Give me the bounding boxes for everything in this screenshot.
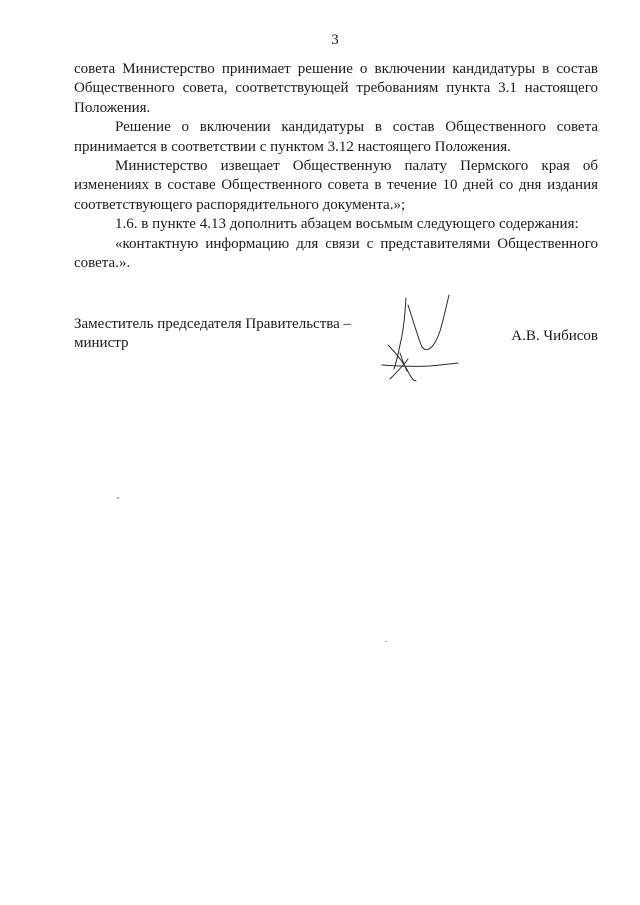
- paragraph: совета Министерство принимает решение о включении кандидатуры в состав Общественного совета, соответствующей требованиям пункта 3.1 настоящего Положения.: [74, 61, 598, 116]
- page-number: 3: [331, 32, 339, 48]
- paragraph: Решение о включении кандидатуры в состав Общественного совета принимается в соответствии с пунктом 3.12 настоящего Положения.: [74, 119, 598, 155]
- paragraph: Министерство извещает Общественную палату Пермского края об изменениях в составе Общественного совета в течение 10 дней со дня издания соответствующего распорядительного документа.»;: [74, 158, 598, 213]
- scan-speck: [117, 497, 119, 499]
- paragraph: 1.6. в пункте 4.13 дополнить абзацем восьмым следующего содержания:: [115, 216, 579, 233]
- signatory-name: А.В. Чибисов: [511, 328, 598, 344]
- paragraph: «контактную информацию для связи с представителями Общественного совета.».: [74, 235, 598, 272]
- signatory-title-line: Заместитель председателя Правительства –: [74, 316, 352, 332]
- signatory-title-line: министр: [74, 335, 129, 351]
- handwritten-signature: [374, 293, 464, 388]
- scan-speck: [385, 641, 387, 642]
- signature-block: [74, 315, 598, 385]
- signatory-title: [74, 315, 374, 353]
- document-body: [74, 60, 598, 273]
